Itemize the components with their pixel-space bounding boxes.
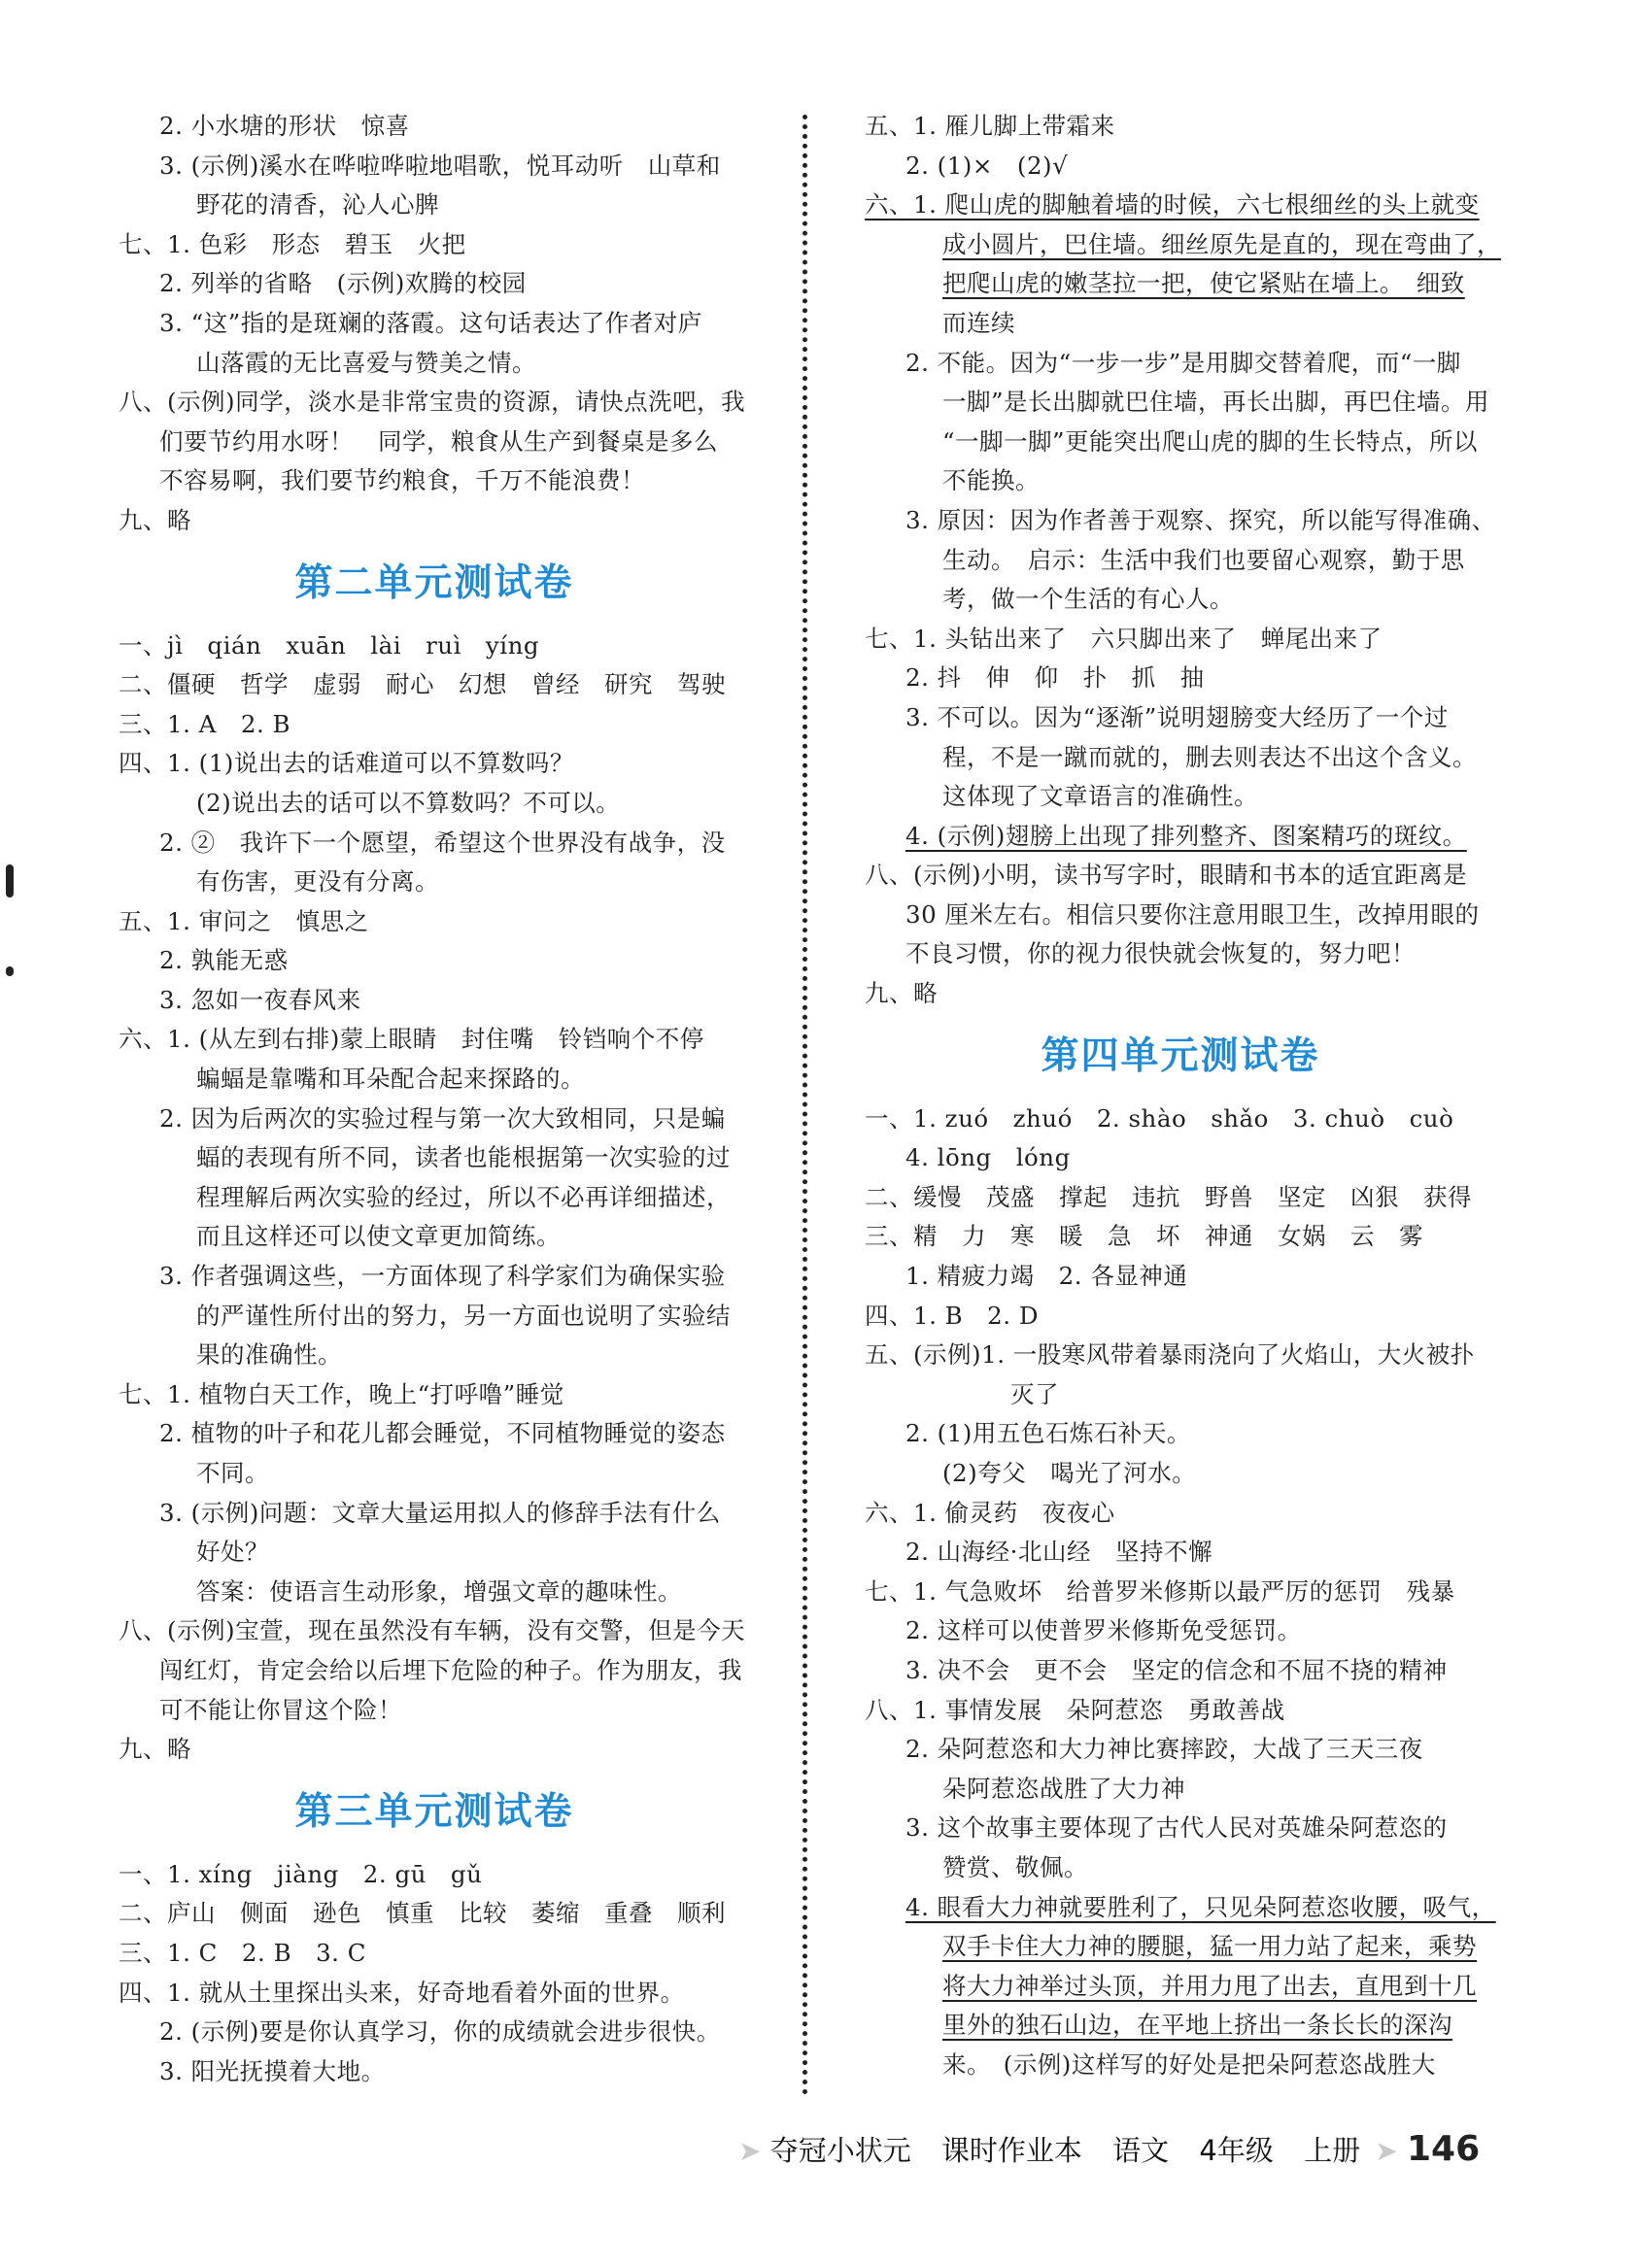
page-footer [738,2120,1516,2179]
answer-line: 4. lōng lóng [905,1143,1071,1172]
answer-line: 五、1. 审问之 慎思之 [119,906,369,935]
arrow-right-icon: ➤ [1375,2135,1398,2167]
answer-line: 九、略 [865,979,938,1008]
answer-line: 一、jì qián xuān lài ruì yíng [119,630,540,660]
answer-line: (2)说出去的话可以不算数吗？不可以。 [196,788,621,817]
answer-line: 答案：使语言生动形象，增强文章的趣味性。 [196,1576,682,1606]
answer-line: 2. 这样可以使普罗米修斯免受惩罚。 [905,1616,1302,1645]
answer-line: 五、1. 雁儿脚上带霜来 [865,112,1115,140]
answer-line: 2. ② 我许下一个愿望，希望这个世界没有战争，没 [159,828,726,857]
answer-line: 4. 眼看大力神就要胜利了，只见朵阿惹恣收腰，吸气， [905,1892,1496,1921]
left-column [119,107,750,2091]
answer-line: 七、1. 植物白天工作，晚上“打呼噜”睡觉 [119,1379,564,1408]
answer-line: 2. 列举的省略 (示例)欢腾的校园 [159,269,527,298]
answer-line: 四、1. 就从土里探出头来，好奇地看着外面的世界。 [119,1978,685,2007]
answer-line: 八、(示例)同学，淡水是非常宝贵的资源，请快点洗吧，我 [119,388,746,417]
answer-line: 四、1. (1)说出去的话难道可以不算数吗？ [119,749,574,778]
answer-line: 蝙蝠是靠嘴和耳朵配合起来探路的。 [196,1065,585,1094]
answer-line: 而连续 [942,308,1015,337]
answer-line: 考，做一个生活的有心人。 [942,585,1234,614]
answer-line: 野花的清香，沁人心脾 [196,190,439,220]
answer-line: 3. 原因：因为作者善于观察、探究，所以能写得准确、 [905,505,1496,534]
answer-line: 不能换。 [942,466,1040,495]
answer-line: 2. 植物的叶子和花儿都会睡觉，不同植物睡觉的姿态 [159,1419,726,1448]
answer-line: 30 厘米左右。相信只要你注意用眼卫生，改掉用眼的 [905,899,1480,929]
answer-line: 生动。 启示：生活中我们也要留心观察，勤于思 [942,545,1465,574]
answer-line: 二、僵硬 哲学 虚弱 耐心 幻想 曾经 研究 驾驶 [119,670,726,699]
answer-line: 3. 这个故事主要体现了古代人民对英雄朵阿惹恣的 [905,1813,1448,1843]
answer-line: 3. (示例)问题：文章大量运用拟人的修辞手法有什么 [159,1498,721,1527]
answer-line: 2. 不能。因为“一步一步”是用脚交替着爬，而“一脚 [905,348,1461,377]
answer-line: 八、(示例)宝萱，现在虽然没有车辆，没有交警，但是今天 [119,1616,746,1645]
answer-line: 可不能让你冒这个险！ [159,1695,402,1724]
answer-line: 不同。 [196,1459,269,1487]
answer-line: 一、1. xíng jiàng 2. gū gǔ [119,1859,483,1888]
answer-line: 4. (示例)翅膀上出现了排列整齐、图案精巧的斑纹。 [905,821,1467,850]
answer-line: 四、1. B 2. D [865,1301,1039,1330]
answer-line: 六、1. 偷灵药 夜夜心 [865,1498,1115,1527]
answer-line: (2)夸父 喝光了河水。 [942,1459,1197,1487]
answer-line: 2. 孰能无惑 [159,946,289,975]
answer-line: 程理解后两次实验的经过，所以不必再详细描述， [196,1182,731,1211]
answer-line: 好处？ [196,1538,269,1567]
answer-line: 三、精 力 寒 暖 急 坏 神通 女娲 云 雾 [865,1222,1423,1251]
answer-line: 2. (1)× (2)√ [905,151,1069,180]
answer-line: 七、1. 色彩 形态 碧玉 火把 [119,229,466,258]
answer-line: 九、略 [119,505,191,534]
right-column [865,107,1501,2085]
answer-line: 程，不是一蹴而就的，删去则表达不出这个含义。 [942,742,1477,771]
arrow-right-icon: ➤ [738,2135,762,2167]
answer-line: 一、1. zuó zhuó 2. shào shǎo 3. chuò cuò [865,1103,1454,1133]
answer-line: 们要节约用水呀！ 同学，粮食从生产到餐桌是多么 [159,426,718,456]
answer-line: 八、1. 事情发展 朵阿惹恣 勇敢善战 [865,1695,1285,1724]
answer-line: 双手卡住大力神的腰腿，猛一用力站了起来，乘势 [942,1932,1477,1961]
answer-line: 2. 抖 伸 仰 扑 抓 抽 [905,663,1205,693]
footer-grade: 4年级 [1199,2134,1274,2167]
answer-line: 而且这样还可以使文章更加简练。 [196,1222,561,1251]
answer-line: 灭了 [1010,1379,1059,1408]
footer-series: 课时作业本 [940,2134,1082,2167]
column-divider [802,115,807,2096]
answer-line: 把爬山虎的嫩茎拉一把，使它紧贴在墙上。 细致 [942,269,1465,298]
answer-line: 这体现了文章语言的准确性。 [942,782,1258,811]
answer-line: 3. 不可以。因为“逐渐”说明翅膀变大经历了一个过 [905,702,1449,731]
answer-line: 3. “这”指的是斑斓的落霞。这句话表达了作者对庐 [159,308,702,337]
answer-line: 朵阿惹恣战胜了大力神 [942,1774,1185,1803]
answer-line: 不容易啊，我们要节约粮食，千万不能浪费！ [159,466,645,495]
binding-mark [6,864,14,897]
footer-brand: 夺冠小状元 [769,2134,911,2167]
answer-line: 将大力神举过头顶，并用力甩了出去，直甩到十几 [942,1971,1477,2000]
answer-line: 2. (示例)要是你认真学习，你的成绩就会进步很快。 [159,2017,721,2047]
answer-line: 2. 小水塘的形状 惊喜 [159,112,410,140]
answer-line: 山落霞的无比喜爱与赞美之情。 [196,348,536,377]
answer-line: 五、(示例)1. 一股寒风带着暴雨浇向了火焰山，大火被扑 [865,1340,1475,1370]
answer-line: 3. 作者强调这些，一方面体现了科学家们为确保实验 [159,1262,726,1291]
answer-line: 的严谨性所付出的努力，另一方面也说明了实验结 [196,1301,731,1330]
answer-line: 2. (1)用五色石炼石补天。 [905,1419,1191,1448]
answer-line: 六、1. 爬山虎的脚触着墙的时候，六七根细丝的头上就变 [865,190,1480,220]
answer-line: 里外的独石山边，在平地上挤出一条长长的深沟 [942,2011,1452,2040]
answer-line: 不良习惯，你的视力很快就会恢复的，努力吧！ [905,939,1416,968]
answer-line: 2. 因为后两次的实验过程与第一次大致相同，只是蝙 [159,1103,726,1133]
answer-line: 一脚”是长出脚就巴住墙，再长出脚，再巴住墙。用 [942,388,1490,417]
answer-line: 七、1. 气急败坏 给普罗米修斯以最严厉的惩罚 残暴 [865,1576,1455,1606]
answer-line: 八、(示例)小明，读书写字时，眼睛和书本的适宜距离是 [865,861,1468,890]
answer-line: 蝠的表现有所不同，读者也能根据第一次实验的过 [196,1143,731,1172]
answer-line: 赞赏、敬佩。 [942,1852,1088,1881]
answer-line: 二、庐山 侧面 逊色 慎重 比较 萎缩 重叠 顺利 [119,1899,726,1928]
answer-line: 三、1. A 2. B [119,709,291,738]
unit4-title: 第四单元测试卷 [1041,1033,1320,1078]
answer-line: 三、1. C 2. B 3. C [119,1938,366,1967]
binding-mark [6,966,14,976]
unit3-title: 第三单元测试卷 [294,1789,574,1834]
answer-line: 3. 阳光抚摸着大地。 [159,2056,386,2085]
answer-line: 有伤害，更没有分离。 [196,867,439,897]
unit2-title: 第二单元测试卷 [294,560,574,605]
answer-line: 九、略 [119,1735,191,1764]
answer-line: 2. 朵阿惹恣和大力神比赛摔跤，大战了三天三夜 [905,1735,1423,1764]
answer-line: 3. 忽如一夜春风来 [159,985,361,1014]
answer-line: 闯红灯，肯定会给以后埋下危险的种子。作为朋友，我 [159,1655,742,1684]
answer-line: 果的准确性。 [196,1340,342,1370]
page-number: 146 [1406,2129,1481,2169]
answer-line: 成小圆片，巴住墙。细丝原先是直的，现在弯曲了， [942,229,1501,258]
answer-line: 1. 精疲力竭 2. 各显神通 [905,1262,1188,1291]
answer-line: 来。 (示例)这样写的好处是把朵阿惹恣战胜大 [942,2049,1436,2079]
answer-line: 2. 山海经·北山经 坚持不懈 [905,1538,1212,1567]
answer-line: 六、1. (从左到右排)蒙上眼睛 封住嘴 铃铛响个不停 [119,1025,704,1054]
answer-line: 3. 决不会 更不会 坚定的信念和不屈不挠的精神 [905,1655,1448,1684]
footer-volume: 上册 [1304,2134,1361,2167]
answer-line: 3. (示例)溪水在哗啦哗啦地唱歌，悦耳动听 山草和 [159,151,721,180]
answer-line: “一脚一脚”更能突出爬山虎的脚的生长特点，所以 [942,426,1479,456]
answer-line: 七、1. 头钻出来了 六只脚出来了 蝉尾出来了 [865,624,1383,653]
footer-subject: 语文 [1112,2134,1170,2167]
answer-line: 二、缓慢 茂盛 撑起 违抗 野兽 坚定 凶狠 获得 [865,1182,1472,1211]
